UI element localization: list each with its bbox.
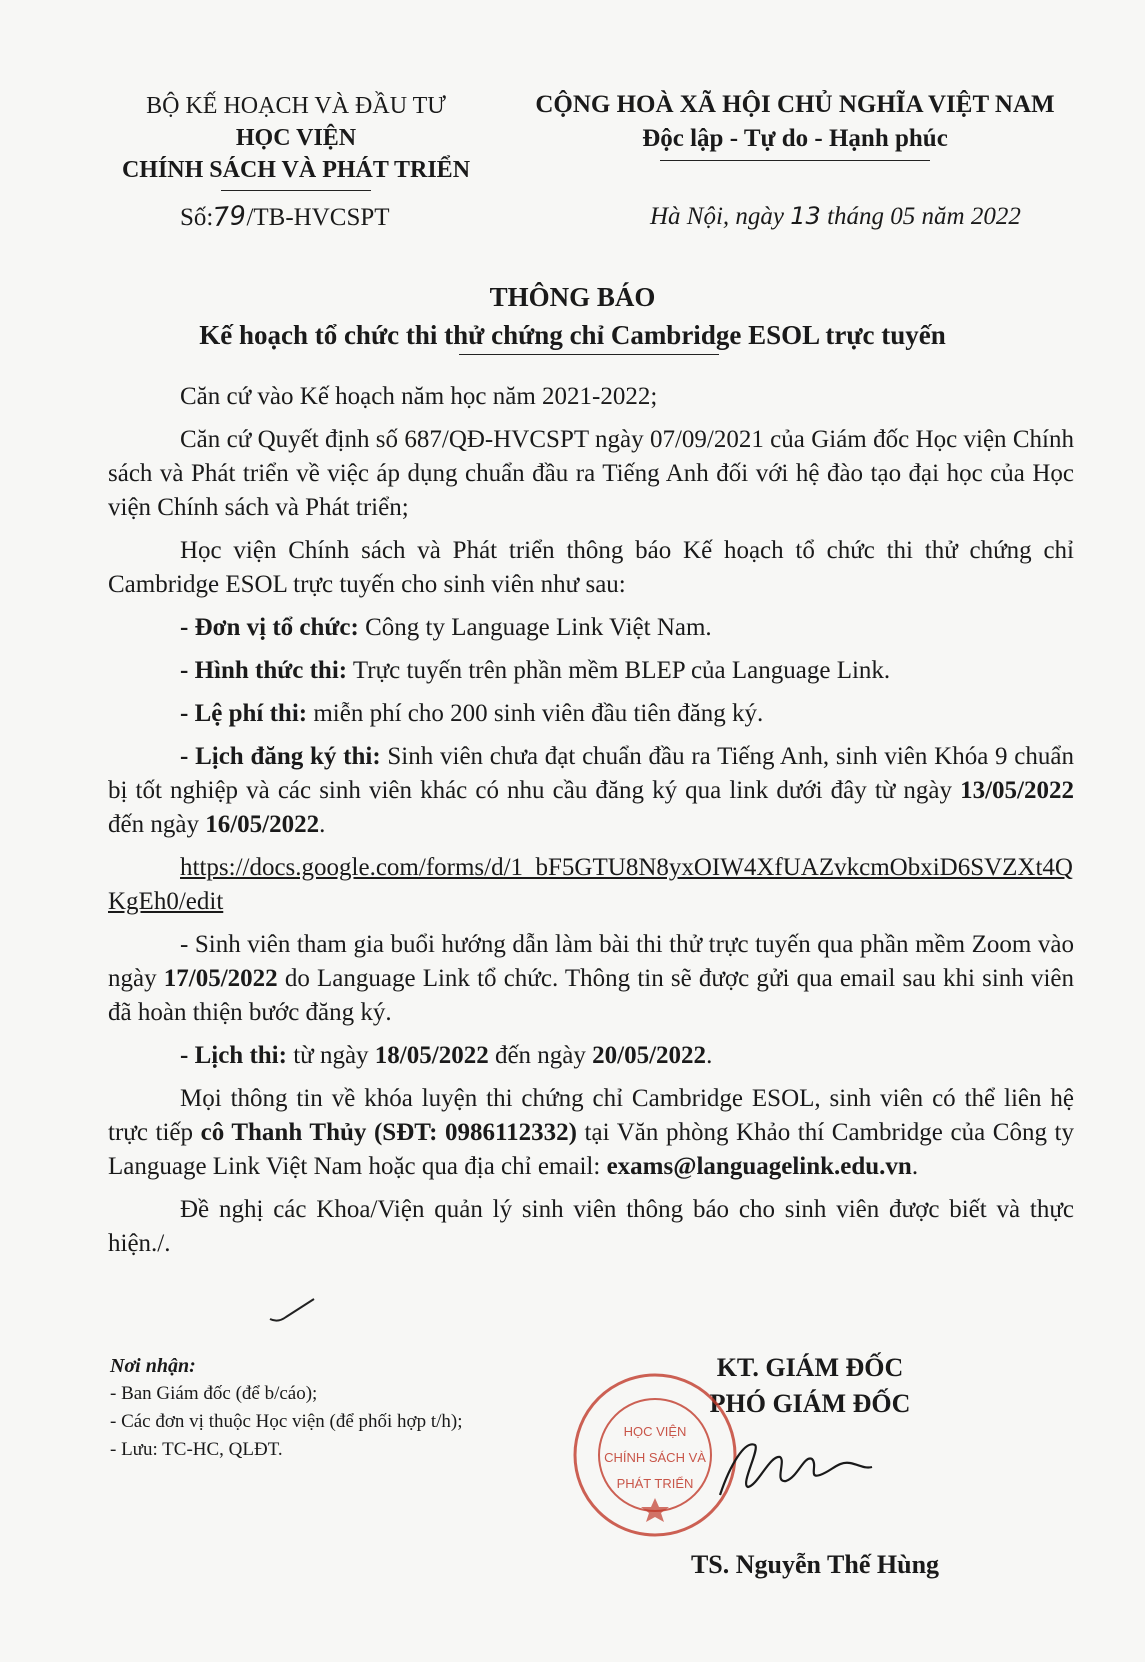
title-main: THÔNG BÁO — [489, 282, 656, 312]
svg-text:HỌC VIỆN: HỌC VIỆN — [623, 1424, 687, 1439]
org-name-line1: HỌC VIỆN — [235, 125, 357, 151]
paragraph-closing: Đề nghị các Khoa/Viện quản lý sinh viên thông báo cho sinh viên được biết và thực hiện./. — [108, 1196, 1074, 1257]
contact-person: cô Thanh Thủy (SĐT: 0986112332) — [200, 1119, 577, 1146]
handwritten-signature-icon — [700, 1425, 880, 1505]
signer-name: TS. Nguyễn Thế Hùng — [690, 1550, 940, 1579]
registration-link-paragraph — [108, 851, 1074, 919]
exam-start-date: 18/05/2022 — [374, 1042, 489, 1069]
svg-text:CHÍNH SÁCH VÀ: CHÍNH SÁCH VÀ — [604, 1450, 706, 1465]
paragraph-contact — [108, 1082, 1074, 1184]
item-format — [108, 654, 1074, 688]
contact-text-b: tại Văn phòng Khảo thí Cambridge của Công ty Language Link Việt Nam hoặc qua địa chỉ email: — [108, 1119, 1074, 1180]
document-body — [108, 380, 1074, 1270]
item-zoom-guidance — [108, 928, 1074, 1030]
registration-start-date: 13/05/2022 — [960, 777, 1074, 804]
svg-text:PHÁT TRIỂN: PHÁT TRIỂN — [616, 1476, 694, 1491]
date-suffix: tháng 05 năm 2022 — [820, 203, 1021, 230]
item-organizer — [108, 611, 1074, 645]
contact-end: . — [911, 1153, 919, 1180]
date-prefix: Hà Nội, ngày — [650, 203, 791, 230]
registration-end-date: 16/05/2022 — [205, 811, 320, 838]
organizer-label: - Đơn vị tổ chức: — [180, 614, 359, 641]
contact-text-a: Mọi thông tin về khóa luyện thi chứng chỉ Cambridge ESOL, sinh viên có thể liên hệ trực tiếp — [108, 1085, 1074, 1146]
org-name-line2: CHÍNH SÁCH VÀ PHÁT TRIỂN — [121, 157, 471, 183]
title-divider — [459, 354, 719, 355]
zoom-date: 17/05/2022 — [163, 965, 278, 992]
recipient-item: - Lưu: TC-HC, QLĐT. — [110, 1439, 283, 1460]
paragraph-announcement: Học viện Chính sách và Phát triển thông báo Kế hoạch tổ chức thi thử chứng chỉ Cambridge ESOL trực tuyến cho sinh viên như sau: — [108, 537, 1074, 598]
exam-mid: đến ngày — [488, 1042, 593, 1069]
national-motto: Độc lập - Tự do - Hạnh phúc — [642, 125, 948, 152]
registration-mid: đến ngày — [108, 811, 206, 838]
motto-divider — [660, 160, 930, 161]
recipients-title: Nơi nhận: — [110, 1355, 196, 1377]
signature-line2: PHÓ GIÁM ĐỐC — [709, 1389, 911, 1418]
zoom-text-b: do Language Link tổ chức. Thông tin sẽ được gửi qua email sau khi sinh viên đã hoàn thiện bước đăng ký. — [108, 965, 1074, 1026]
ministry-name: BỘ KẾ HOẠCH VÀ ĐẦU TƯ — [146, 93, 446, 119]
fee-label: - Lệ phí thi: — [180, 700, 308, 727]
doc-number-handwritten: 79 — [212, 200, 248, 234]
fee-value: miễn phí cho 200 sinh viên đầu tiên đăng ký. — [307, 700, 764, 727]
country-name: CỘNG HOÀ XÃ HỘI CHỦ NGHĨA VIỆT NAM — [535, 91, 1055, 118]
document-number — [180, 202, 390, 232]
registration-form-link[interactable]: https://docs.google.com/forms/d/1_bF5GTU8N8yxOIW4XfUAZvkcmObxiD6SVZXt4QKgEh0/edit — [108, 854, 1073, 915]
exam-end-date: 20/05/2022 — [592, 1042, 707, 1069]
closing-mark-icon — [268, 1295, 318, 1325]
format-label: - Hình thức thi: — [180, 657, 348, 684]
format-value: Trực tuyến trên phần mềm BLEP của Language Link. — [347, 657, 891, 684]
registration-end: . — [319, 811, 326, 838]
organizer-value: Công ty Language Link Việt Nam. — [358, 614, 712, 641]
exam-label: - Lịch thi: — [180, 1042, 287, 1069]
exam-end: . — [706, 1042, 713, 1069]
signature-line1: KT. GIÁM ĐỐC — [716, 1353, 904, 1382]
date-day-handwritten: 13 — [790, 202, 821, 230]
zoom-text-a: - Sinh viên tham gia buổi hướng dẫn làm bài thi thử trực tuyến qua phần mềm Zoom vào ngày — [108, 931, 1074, 992]
document-date — [650, 202, 1021, 231]
item-fee — [108, 697, 1074, 731]
issuer-header — [96, 90, 496, 191]
national-header — [515, 88, 1075, 161]
title-sub: Kế hoạch tổ chức thi thử chứng chỉ Cambridge ESOL trực tuyến — [199, 320, 946, 350]
registration-text: Sinh viên chưa đạt chuẩn đầu ra Tiếng Anh, sinh viên Khóa 9 chuẩn bị tốt nghiệp và các sinh viên khác có nhu cầu đăng ký qua link dưới đây từ ngày — [108, 743, 1074, 804]
paragraph-basis-1: Căn cứ vào Kế hoạch năm học năm 2021-2022; — [180, 383, 658, 410]
document-title — [0, 278, 1145, 355]
recipient-item: - Các đơn vị thuộc Học viện (để phối hợp t/h); — [110, 1411, 463, 1432]
recipients-block — [110, 1352, 463, 1464]
header-divider — [221, 190, 371, 191]
registration-label: - Lịch đăng ký thi: — [180, 743, 381, 770]
item-exam-schedule — [108, 1039, 1074, 1073]
doc-number-prefix: Số: — [180, 204, 214, 231]
paragraph-basis-2: Căn cứ Quyết định số 687/QĐ-HVCSPT ngày 07/09/2021 của Giám đốc Học viện Chính sách và Phát triển về việc áp dụng chuẩn đầu ra Tiếng Anh đối với hệ đào tạo đại học của Học viện Chính sách và Phát triển; — [108, 426, 1074, 521]
doc-number-suffix: /TB-HVCSPT — [246, 204, 390, 231]
exam-text-a: từ ngày — [286, 1042, 375, 1069]
item-registration — [108, 740, 1074, 842]
contact-email[interactable]: exams@languagelink.edu.vn — [606, 1153, 912, 1180]
recipient-item: - Ban Giám đốc (để b/cáo); — [110, 1383, 318, 1404]
